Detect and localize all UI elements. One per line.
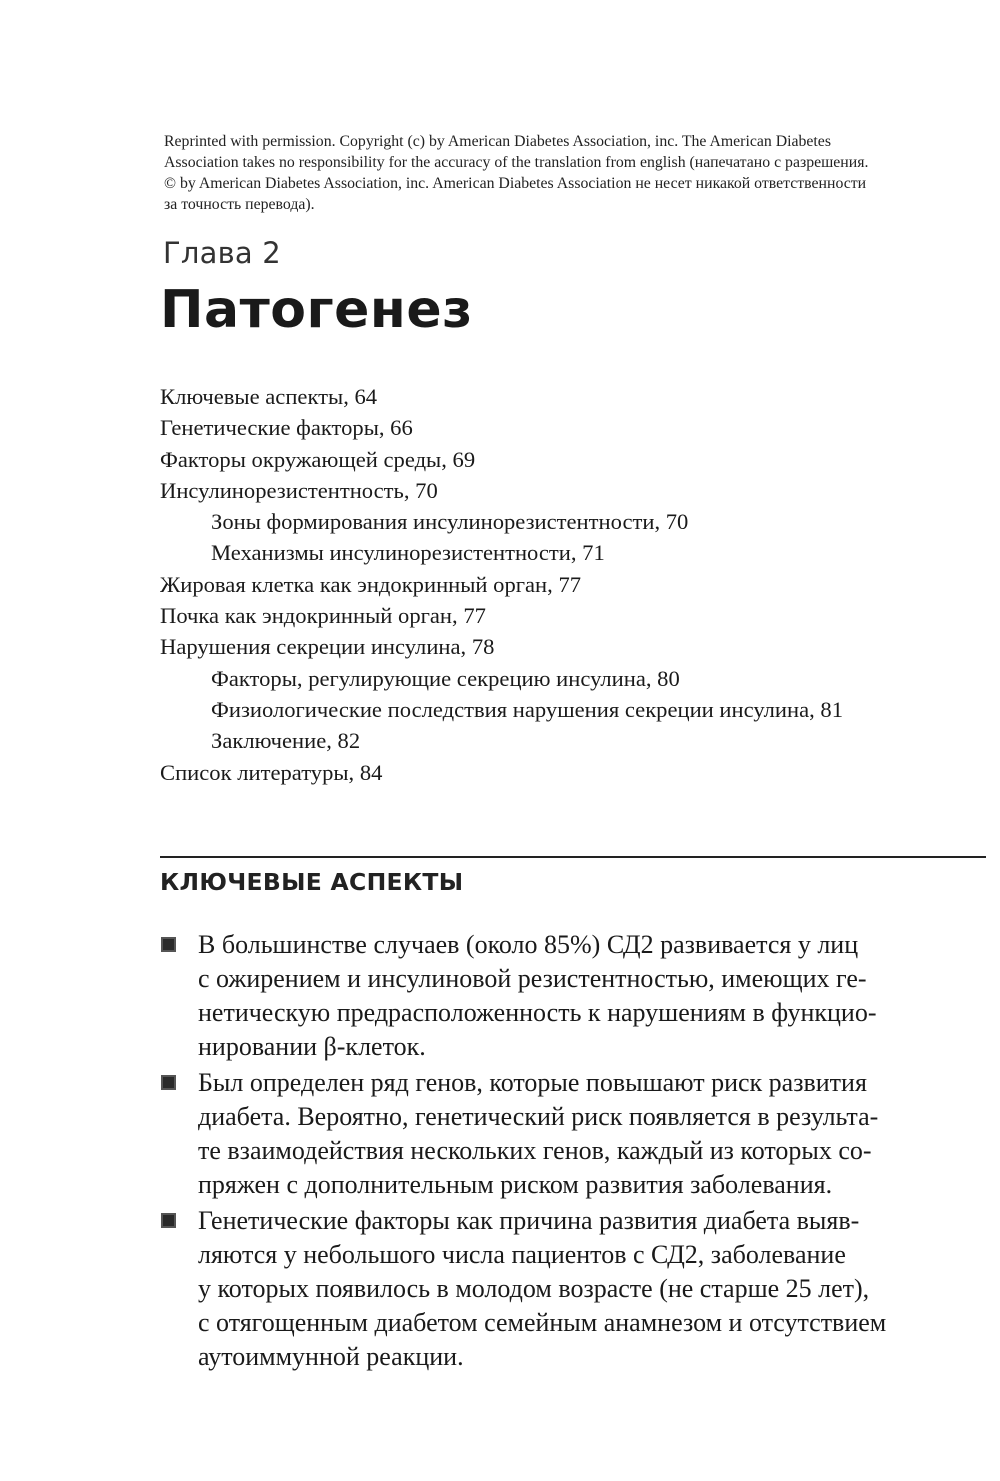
toc-entry: Факторы окружающей среды, 69: [160, 446, 476, 472]
key-point-line: диабета. Вероятно, генетический риск появляется в результа-: [198, 1102, 879, 1131]
key-point-item: [160, 1204, 988, 1374]
toc-entry: Нарушения секреции инсулина, 78: [160, 634, 495, 660]
table-of-contents: [160, 381, 985, 788]
key-point-item: [160, 928, 988, 1064]
copyright-line: Reprinted with permission. Copyright (c) by American Diabetes Association, inc. The American Diabetes: [164, 133, 831, 150]
toc-entry: Жировая клетка как эндокринный орган, 77: [160, 571, 582, 597]
copyright-notice: [164, 131, 982, 215]
key-point-line: с отягощенным диабетом семейным анамнезом и отсутствием: [198, 1308, 887, 1337]
toc-entry: Ключевые аспекты, 64: [160, 384, 378, 409]
toc-entry: Почка как эндокринный орган, 77: [160, 603, 486, 629]
section-divider: [160, 856, 986, 858]
toc-subentry: Зоны формирования инсулинорезистентности, 70: [211, 509, 689, 535]
key-point-line: Был определен ряд генов, которые повышают риск развития: [198, 1068, 867, 1097]
copyright-line: © by American Diabetes Association, inc. American Diabetes Association не несет никакой ответственности: [164, 175, 867, 192]
square-bullet-icon: [161, 937, 176, 952]
chapter-title: Патогенез: [160, 280, 473, 340]
toc-subentry: Факторы, регулирующие секрецию инсулина, 80: [211, 665, 680, 691]
copyright-line: за точность перевода).: [164, 196, 315, 213]
key-point-line: пряжен с дополнительным риском развития заболевания.: [198, 1170, 833, 1199]
key-point-line: аутоиммунной реакции.: [198, 1342, 464, 1371]
key-point-line: В большинстве случаев (около 85%) СД2 развивается у лиц: [198, 930, 859, 959]
key-point-line: нировании β-клеток.: [198, 1032, 426, 1061]
chapter-label: Глава 2: [163, 236, 281, 270]
toc-entry: Инсулинорезистентность, 70: [160, 477, 438, 503]
toc-subentry: Физиологические последствия нарушения секреции инсулина, 81: [211, 696, 844, 722]
key-point-line: те взаимодействия нескольких генов, каждый из которых со-: [198, 1136, 872, 1165]
copyright-line: Association takes no responsibility for the accuracy of the translation from english (напечатано с разрешения.: [164, 154, 869, 171]
section-heading: КЛЮЧЕВЫЕ АСПЕКТЫ: [160, 868, 464, 896]
key-point-line: ляются у небольшого числа пациентов с СД2, заболевание: [198, 1240, 846, 1269]
toc-subentry: Механизмы инсулинорезистентности, 71: [211, 540, 605, 566]
key-points-list: [160, 928, 988, 1376]
toc-entry: Генетические факторы, 66: [160, 415, 413, 441]
toc-subentry: Заключение, 82: [211, 728, 361, 754]
key-point-item: [160, 1066, 988, 1202]
key-point-line: Генетические факторы как причина развития диабета выяв-: [198, 1206, 860, 1235]
key-point-line: с ожирением и инсулиновой резистентностью, имеющих ге-: [198, 964, 867, 993]
square-bullet-icon: [161, 1213, 176, 1228]
key-point-line: нетическую предрасположенность к нарушениям в функцио-: [198, 998, 877, 1027]
key-point-line: у которых появилось в молодом возрасте (не старше 25 лет),: [198, 1274, 870, 1303]
square-bullet-icon: [161, 1075, 176, 1090]
toc-entry: Список литературы, 84: [160, 759, 383, 785]
